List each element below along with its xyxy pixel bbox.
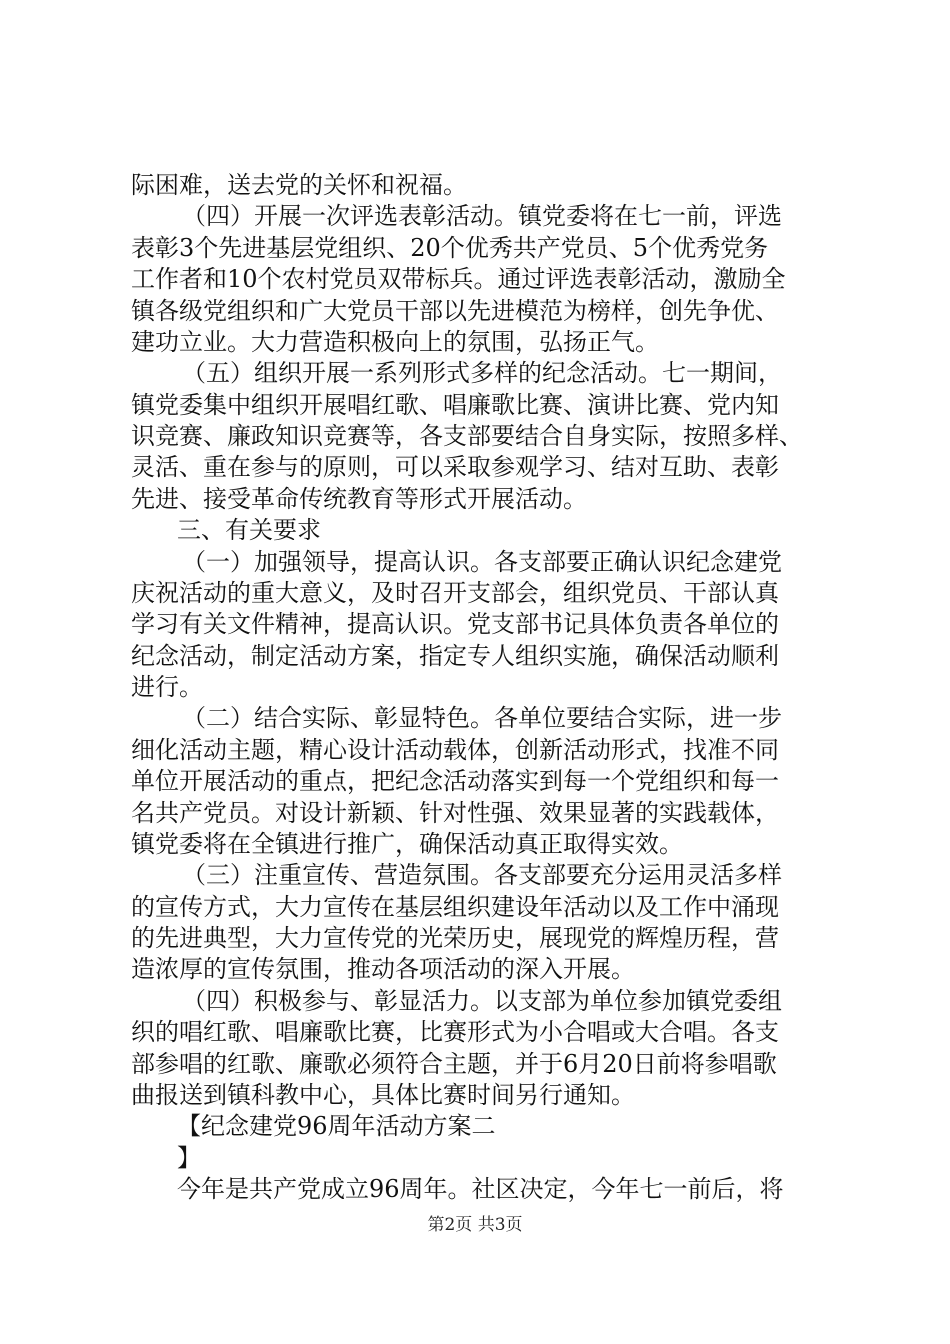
text-line: 今年是共产党成立96周年。社区决定，今年七一前后，将: [177, 1175, 784, 1203]
text-line: 纪念活动，制定活动方案，指定专人组织实施，确保活动顺利: [131, 642, 779, 670]
text-line: 名共产党员。对设计新颖、针对性强、效果显著的实践载体，: [131, 799, 779, 827]
text-line: 造浓厚的宣传氛围，推动各项活动的深入开展。: [131, 955, 635, 983]
text-line: 曲报送到镇科教中心，具体比赛时间另行通知。: [131, 1081, 635, 1109]
text-line: （四）积极参与、彰显活力。以支部为单位参加镇党委组: [182, 987, 782, 1015]
section-title-bracket: 】: [177, 1144, 201, 1172]
section-heading: 三、有关要求: [177, 516, 321, 544]
text-line: 镇各级党组织和广大党员干部以先进模范为榜样，创先争优、: [131, 297, 779, 325]
text-line: 的先进典型，大力宣传党的光荣历史，展现党的辉煌历程，营: [131, 924, 779, 952]
text-line: 进行。: [131, 673, 203, 701]
text-line: 镇党委将在全镇进行推广，确保活动真正取得实效。: [131, 830, 683, 858]
page-footer: 第2页 共3页: [427, 1215, 523, 1235]
text-line: 际困难，送去党的关怀和祝福。: [131, 171, 467, 199]
text-line: （一）加强领导，提高认识。各支部要正确认识纪念建党: [182, 548, 782, 576]
text-line: 的宣传方式，大力宣传在基层组织建设年活动以及工作中涌现: [131, 893, 779, 921]
text-line: （三）注重宣传、营造氛围。各支部要充分运用灵活多样: [182, 861, 782, 889]
text-line: 单位开展活动的重点，把纪念活动落实到每一个党组织和每一: [131, 767, 779, 795]
text-line: 表彰3个先进基层党组织、20个优秀共产党员、5个优秀党务: [131, 234, 769, 262]
text-line: 先进、接受革命传统教育等形式开展活动。: [131, 485, 587, 513]
text-line: （四）开展一次评选表彰活动。镇党委将在七一前，评选: [182, 202, 782, 230]
section-title: 【纪念建党96周年活动方案二: [177, 1112, 496, 1140]
text-line: 部参唱的红歌、廉歌必须符合主题，并于6月20日前将参唱歌: [131, 1050, 777, 1078]
text-line: （二）结合实际、彰显特色。各单位要结合实际，进一步: [182, 704, 782, 732]
text-line: 庆祝活动的重大意义，及时召开支部会，组织党员、干部认真: [131, 579, 779, 607]
text-line: 织的唱红歌、唱廉歌比赛，比赛形式为小合唱或大合唱。各支: [131, 1018, 779, 1046]
text-line: （五）组织开展一系列形式多样的纪念活动。七一期间，: [182, 359, 782, 387]
text-line: 建功立业。大力营造积极向上的氛围，弘扬正气。: [131, 328, 659, 356]
text-line: 细化活动主题，精心设计活动载体，创新活动形式，找准不同: [131, 736, 779, 764]
text-line: 灵活、重在参与的原则，可以采取参观学习、结对互助、表彰: [131, 453, 779, 481]
text-line: 工作者和10个农村党员双带标兵。通过评选表彰活动，激励全: [131, 265, 786, 293]
text-line: 镇党委集中组织开展唱红歌、唱廉歌比赛、演讲比赛、党内知: [131, 391, 779, 419]
text-line: 识竞赛、廉政知识竞赛等，各支部要结合自身实际，按照多样、: [131, 422, 803, 450]
text-line: 学习有关文件精神，提高认识。党支部书记具体负责各单位的: [131, 610, 779, 638]
